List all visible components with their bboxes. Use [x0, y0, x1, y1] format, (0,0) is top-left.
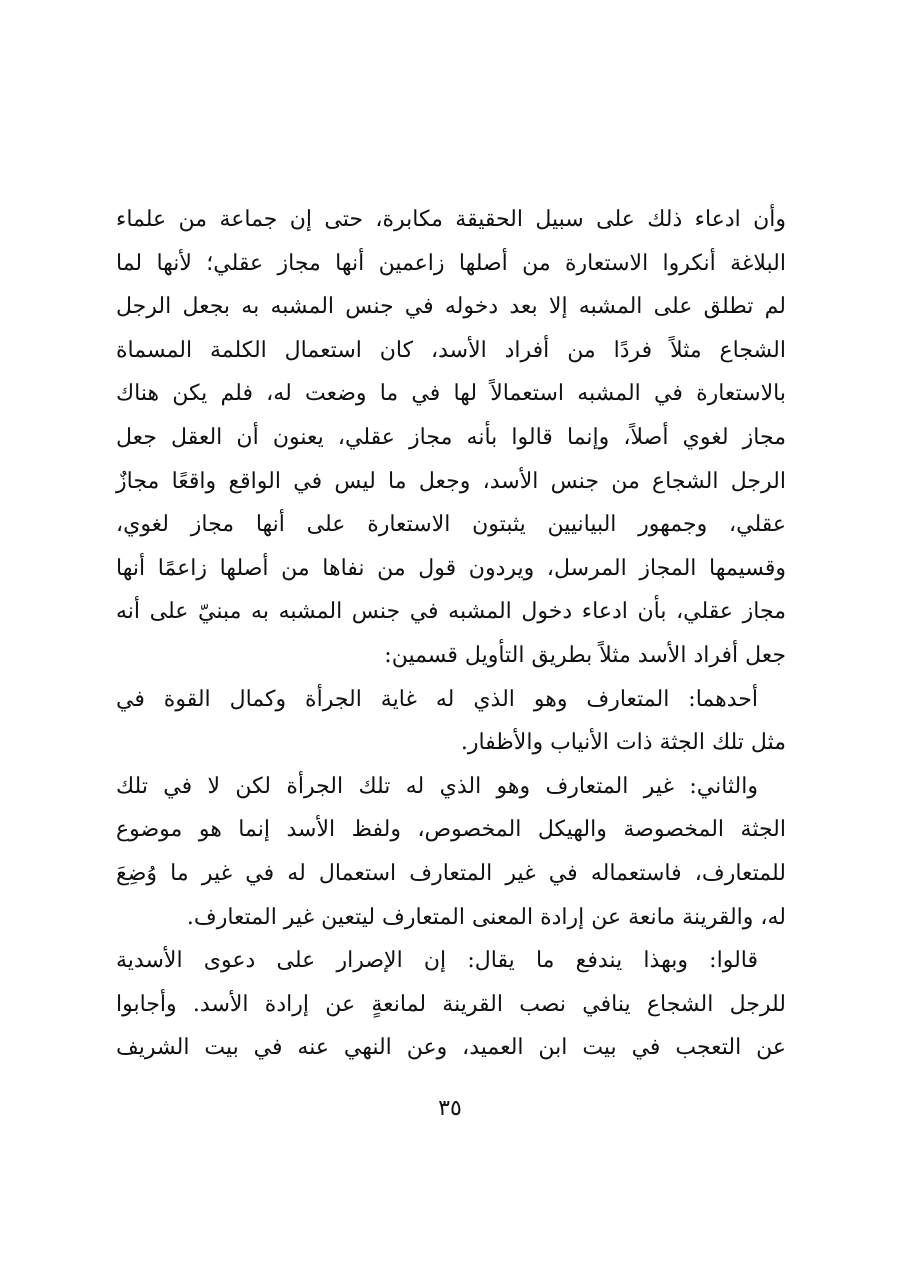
text-line: للرجل الشجاع ينافي نصب القرينة لمانعةٍ عن إرادة الأسد. وأجابوا [116, 991, 786, 1017]
text-line: بالاستعارة في المشبه استعمالاً لها في ما وضعت له، فلم يكن هناك [116, 381, 786, 407]
text-line: مثل تلك الجثة ذات الأنياب والأظفار. [460, 730, 786, 756]
text-line: الجثة المخصوصة والهيكل المخصوص، ولفظ الأسد إنما هو موضوع [116, 817, 786, 843]
text-line: البلاغة أنكروا الاستعارة من أصلها زاعمين أنها مجاز عقلي؛ لأنها لما [116, 250, 786, 276]
text-line: قالوا: وبهذا يندفع ما يقال: إن الإصرار على دعوى الأسدية [116, 948, 758, 974]
text-line: له، والقرينة مانعة عن إرادة المعنى المتعارف ليتعين غير المتعارف. [186, 904, 786, 930]
text-line: لم تطلق على المشبه إلا بعد دخوله في جنس المشبه به بجعل الرجل [116, 294, 786, 320]
page-number: ٣٥ [438, 1096, 462, 1121]
text-line: للمتعارف، فاستعماله في غير المتعارف استعمال له في غير ما وُضِعَ [116, 860, 786, 886]
text-line: مجاز عقلي، بأن ادعاء دخول المشبه في جنس المشبه به مبنيّ على أنه [116, 599, 786, 625]
text-line: مجاز لغوي أصلاً، وإنما قالوا بأنه مجاز عقلي، يعنون أن العقل جعل [116, 424, 786, 450]
page-body [116, 198, 786, 1070]
text-line: الشجاع مثلاً فردًا من أفراد الأسد، كان استعمال الكلمة المسماة [116, 337, 786, 363]
text-line: عقلي، وجمهور البيانيين يثبتون الاستعارة على أنها مجاز لغوي، [116, 512, 786, 538]
text-line: وأن ادعاء ذلك على سبيل الحقيقة مكابرة، حتى إن جماعة من علماء [116, 207, 786, 232]
text-line: جعل أفراد الأسد مثلاً بطريق التأويل قسمين: [384, 642, 786, 668]
text-line: أحدهما: المتعارف وهو الذي له غاية الجرأة وكمال القوة في [116, 686, 758, 712]
text-line: والثاني: غير المتعارف وهو الذي له تلك الجرأة لكن لا في تلك [116, 773, 758, 799]
text-line: عن التعجب في بيت ابن العميد، وعن النهي عنه في بيت الشريف [116, 1035, 786, 1061]
text-line: الرجل الشجاع من جنس الأسد، وجعل ما ليس في الواقع واقعًا مجازٌ [116, 468, 786, 494]
text-line: وقسيمها المجاز المرسل، ويردون قول من نفاها من أصلها زاعمًا أنها [116, 555, 786, 581]
